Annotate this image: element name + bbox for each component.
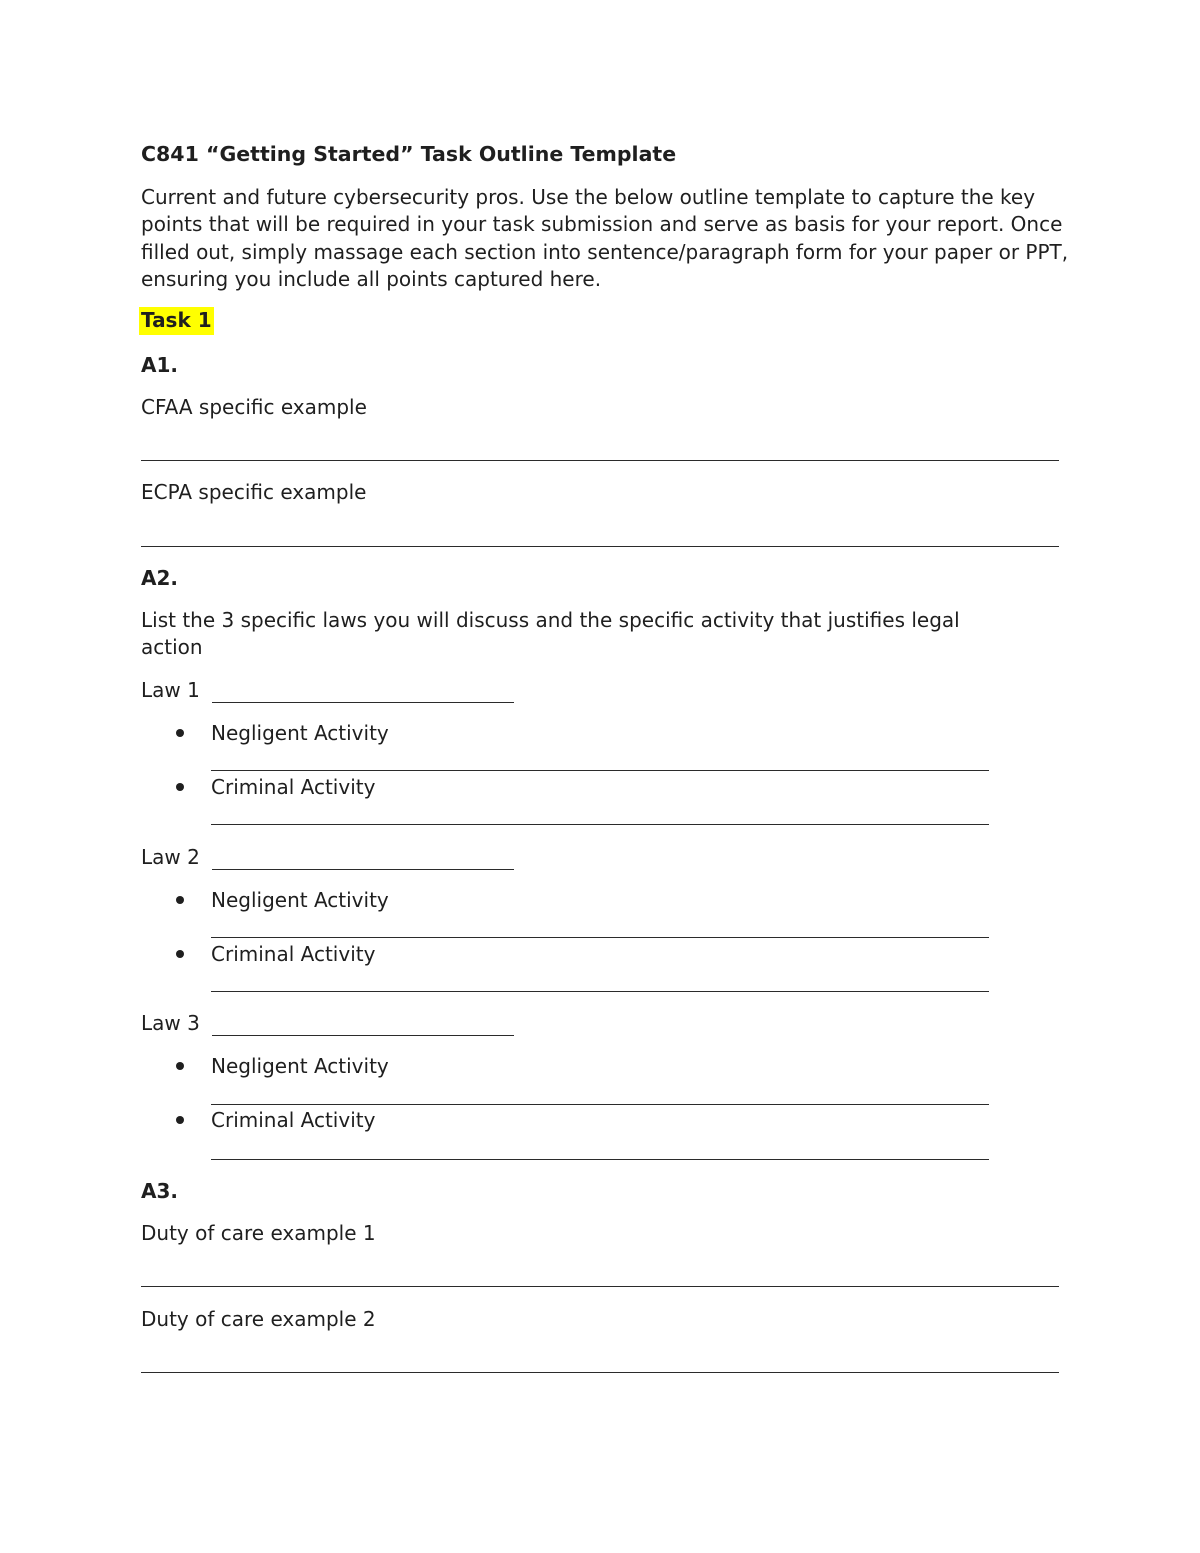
law-2-criminal-label: Criminal Activity	[211, 942, 376, 966]
law-2-name-line[interactable]	[212, 869, 514, 870]
law-1-label: Law 1	[141, 678, 200, 702]
section-a3-heading: A3.	[141, 1179, 178, 1203]
ecpa-example-label: ECPA specific example	[141, 480, 367, 504]
document-title: C841 “Getting Started” Task Outline Template	[141, 142, 677, 166]
duty-of-care-1-label: Duty of care example 1	[141, 1221, 376, 1245]
bullet-icon	[176, 1062, 184, 1070]
duty-of-care-2-label: Duty of care example 2	[141, 1307, 376, 1331]
law-3-criminal-line[interactable]	[211, 1159, 989, 1160]
a2-instruction-line2: action	[141, 635, 203, 659]
law-3-label: Law 3	[141, 1011, 200, 1035]
section-a2-heading: A2.	[141, 566, 178, 590]
duty-of-care-2-line[interactable]	[141, 1372, 1059, 1373]
section-a1-heading: A1.	[141, 353, 178, 377]
law-2-label: Law 2	[141, 845, 200, 869]
cfaa-example-label: CFAA specific example	[141, 395, 367, 419]
bullet-icon	[176, 729, 184, 737]
intro-paragraph: Current and future cybersecurity pros. Use the below outline template to capture the key points that will be required in your task submission and serve as basis for your report. Once filled out, simply massage each section into sentence/paragraph form for your paper or PPT, ensuring you include all points captured here.	[141, 185, 1069, 291]
law-1-criminal-label: Criminal Activity	[211, 775, 376, 799]
law-2-criminal-line[interactable]	[211, 991, 989, 992]
bullet-icon	[176, 896, 184, 904]
bullet-icon	[176, 783, 184, 791]
law-2-negligent-line[interactable]	[211, 937, 989, 938]
cfaa-answer-line[interactable]	[141, 460, 1059, 461]
law-1-criminal-line[interactable]	[211, 824, 989, 825]
task-label-text: Task 1	[139, 307, 214, 335]
law-1-negligent-line[interactable]	[211, 770, 989, 771]
law-1-negligent-label: Negligent Activity	[211, 721, 389, 745]
duty-of-care-1-line[interactable]	[141, 1286, 1059, 1287]
law-3-negligent-line[interactable]	[211, 1104, 989, 1105]
law-3-name-line[interactable]	[212, 1035, 514, 1036]
bullet-icon	[176, 1116, 184, 1124]
task-label	[139, 310, 214, 330]
a2-instruction-line1: List the 3 specific laws you will discuss and the specific activity that justifies legal	[141, 608, 960, 632]
ecpa-answer-line[interactable]	[141, 546, 1059, 547]
law-3-negligent-label: Negligent Activity	[211, 1054, 389, 1078]
law-2-negligent-label: Negligent Activity	[211, 888, 389, 912]
bullet-icon	[176, 950, 184, 958]
law-3-criminal-label: Criminal Activity	[211, 1108, 376, 1132]
law-1-name-line[interactable]	[212, 702, 514, 703]
